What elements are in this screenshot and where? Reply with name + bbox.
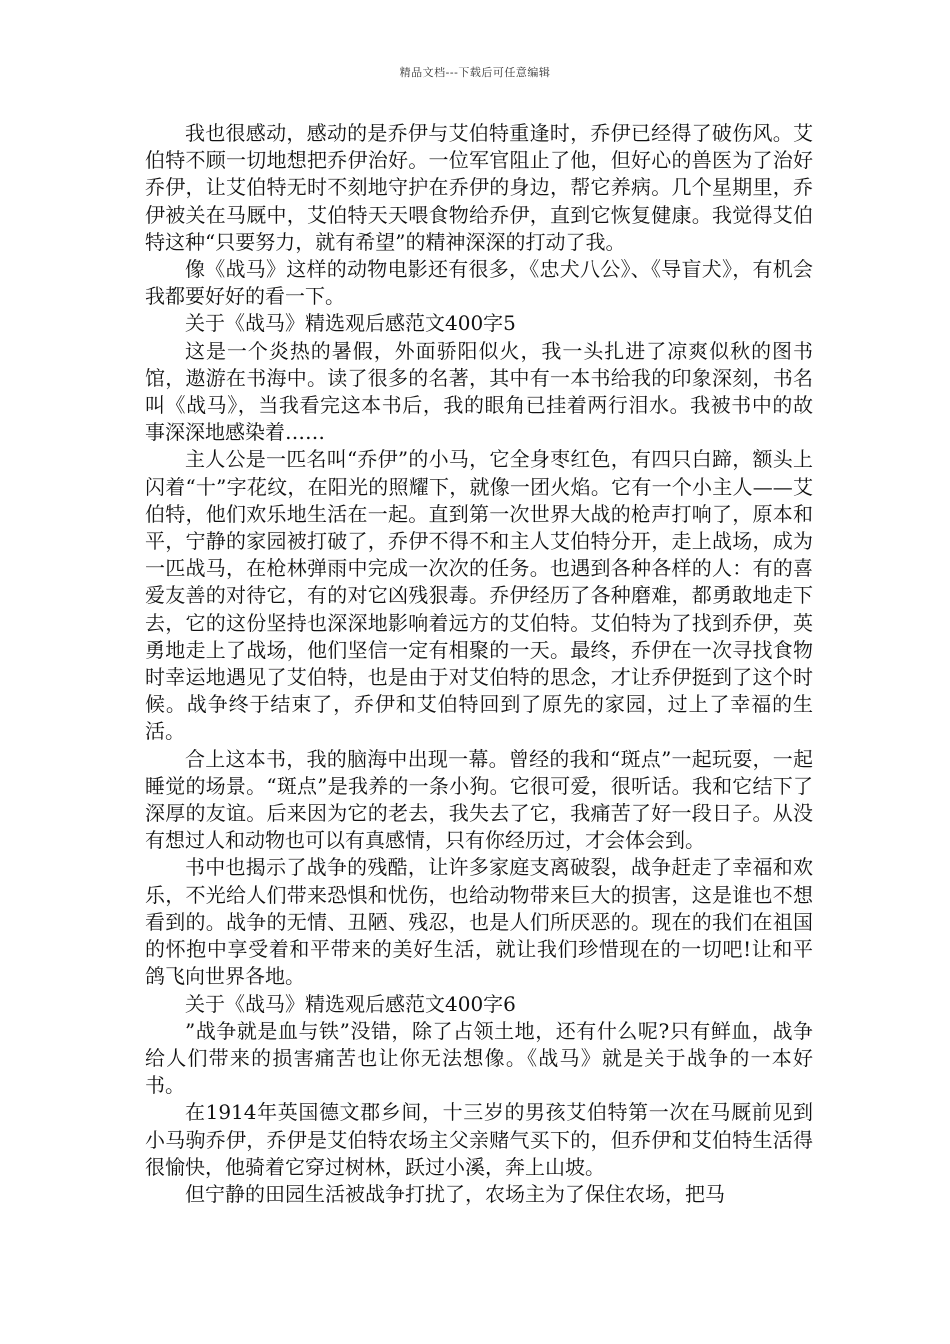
section-heading: 关于《战马》精选观后感范文400字5 (185, 311, 516, 336)
section-heading: 关于《战马》精选观后感范文400字6 (185, 991, 516, 1016)
paragraph: 在1914年英国德文郡乡间，十三岁的男孩艾伯特第一次在马厩前见到小马驹乔伊，乔伊是艾伯特农场主父亲赌气买下的，但乔伊和艾伯特生活得很愉快，他骑着它穿过树林，跃过小溪，奔上山坡。 (145, 1100, 813, 1179)
paragraph: 书中也揭示了战争的残酷，让许多家庭支离破裂，战争赶走了幸福和欢乐，不光给人们带来恐惧和忧伤，也给动物带来巨大的损害，这是谁也不想看到的。战争的无情、丑陋、残忍，也是人们所厌恶的。现在的我们在祖国的怀抱中享受着和平带来的美好生活，就让我们珍惜现在的一切吧!让和平鸽飞向世界各地。 (145, 855, 813, 989)
paragraph: 但宁静的田园生活被战争打扰了，农场主为了保住农场，把马 (185, 1181, 725, 1206)
paragraph: 我也很感动，感动的是乔伊与艾伯特重逢时，乔伊已经得了破伤风。艾伯特不顾一切地想把乔伊治好。一位军官阻止了他，但好心的兽医为了治好乔伊，让艾伯特无时不刻地守护在乔伊的身边，帮它养病。几个星期里，乔伊被关在马厩中，艾伯特天天喂食物给乔伊，直到它恢复健康。我觉得艾伯特这种“只要努力，就有希望”的精神深深的打动了我。 (145, 121, 813, 254)
paragraph: ”战争就是血与铁”没错，除了占领土地，还有什么呢?只有鲜血，战争给人们带来的损害痛苦也让你无法想像。《战马》就是关于战争的一本好书。 (145, 1018, 813, 1098)
paragraph: 像《战马》这样的动物电影还有很多，《忠犬八公》、《导盲犬》，有机会我都要好好的看一下。 (145, 257, 813, 309)
paragraph: 这是一个炎热的暑假，外面骄阳似火，我一头扎进了凉爽似秋的图书馆，遨游在书海中。读了很多的名著，其中有一本书给我的印象深刻，书名叫《战马》，当我看完这本书后，我的眼角已挂着两行泪水。我被书中的故事深深地感染着…… (145, 338, 813, 445)
paragraph: 合上这本书，我的脑海中出现一幕。曾经的我和“斑点”一起玩耍，一起睡觉的场景。“斑点”是我养的一条小狗。它很可爱，很听话。我和它结下了深厚的友谊。后来因为它的老去，我失去了它，我痛苦了好一段日子。从没有想过人和动物也可以有真感情，只有你经历过，才会体会到。 (145, 746, 813, 853)
page-header: 精品文档---下载后可任意编辑 (399, 66, 551, 79)
paragraph: 主人公是一匹名叫“乔伊”的小马，它全身枣红色，有四只白蹄，额头上闪着“十”字花纹，在阳光的照耀下，就像一团火焰。它有一个小主人——艾伯特，他们欢乐地生活在一起。直到第一次世界大战的枪声打响了，原本和平，宁静的家园被打破了，乔伊不得不和主人艾伯特分开，走上战场，成为一匹战马，在枪林弹雨中完成一次次的任务。也遇到各种各样的人：有的喜爱友善的对待它，有的对它凶残狠毒。乔伊经历了各种磨难，都勇敢地走下去，它的这份坚持也深深地影响着远方的艾伯特。艾伯特为了找到乔伊，英勇地走上了战场，他们坚信一定有相聚的一天。最终，乔伊在一次寻找食物时幸运地遇见了艾伯特，也是由于对艾伯特的思念，才让乔伊挺到了这个时候。战争终于结束了，乔伊和艾伯特回到了原先的家园，过上了幸福的生活。 (145, 447, 813, 744)
document-body (145, 120, 813, 1208)
